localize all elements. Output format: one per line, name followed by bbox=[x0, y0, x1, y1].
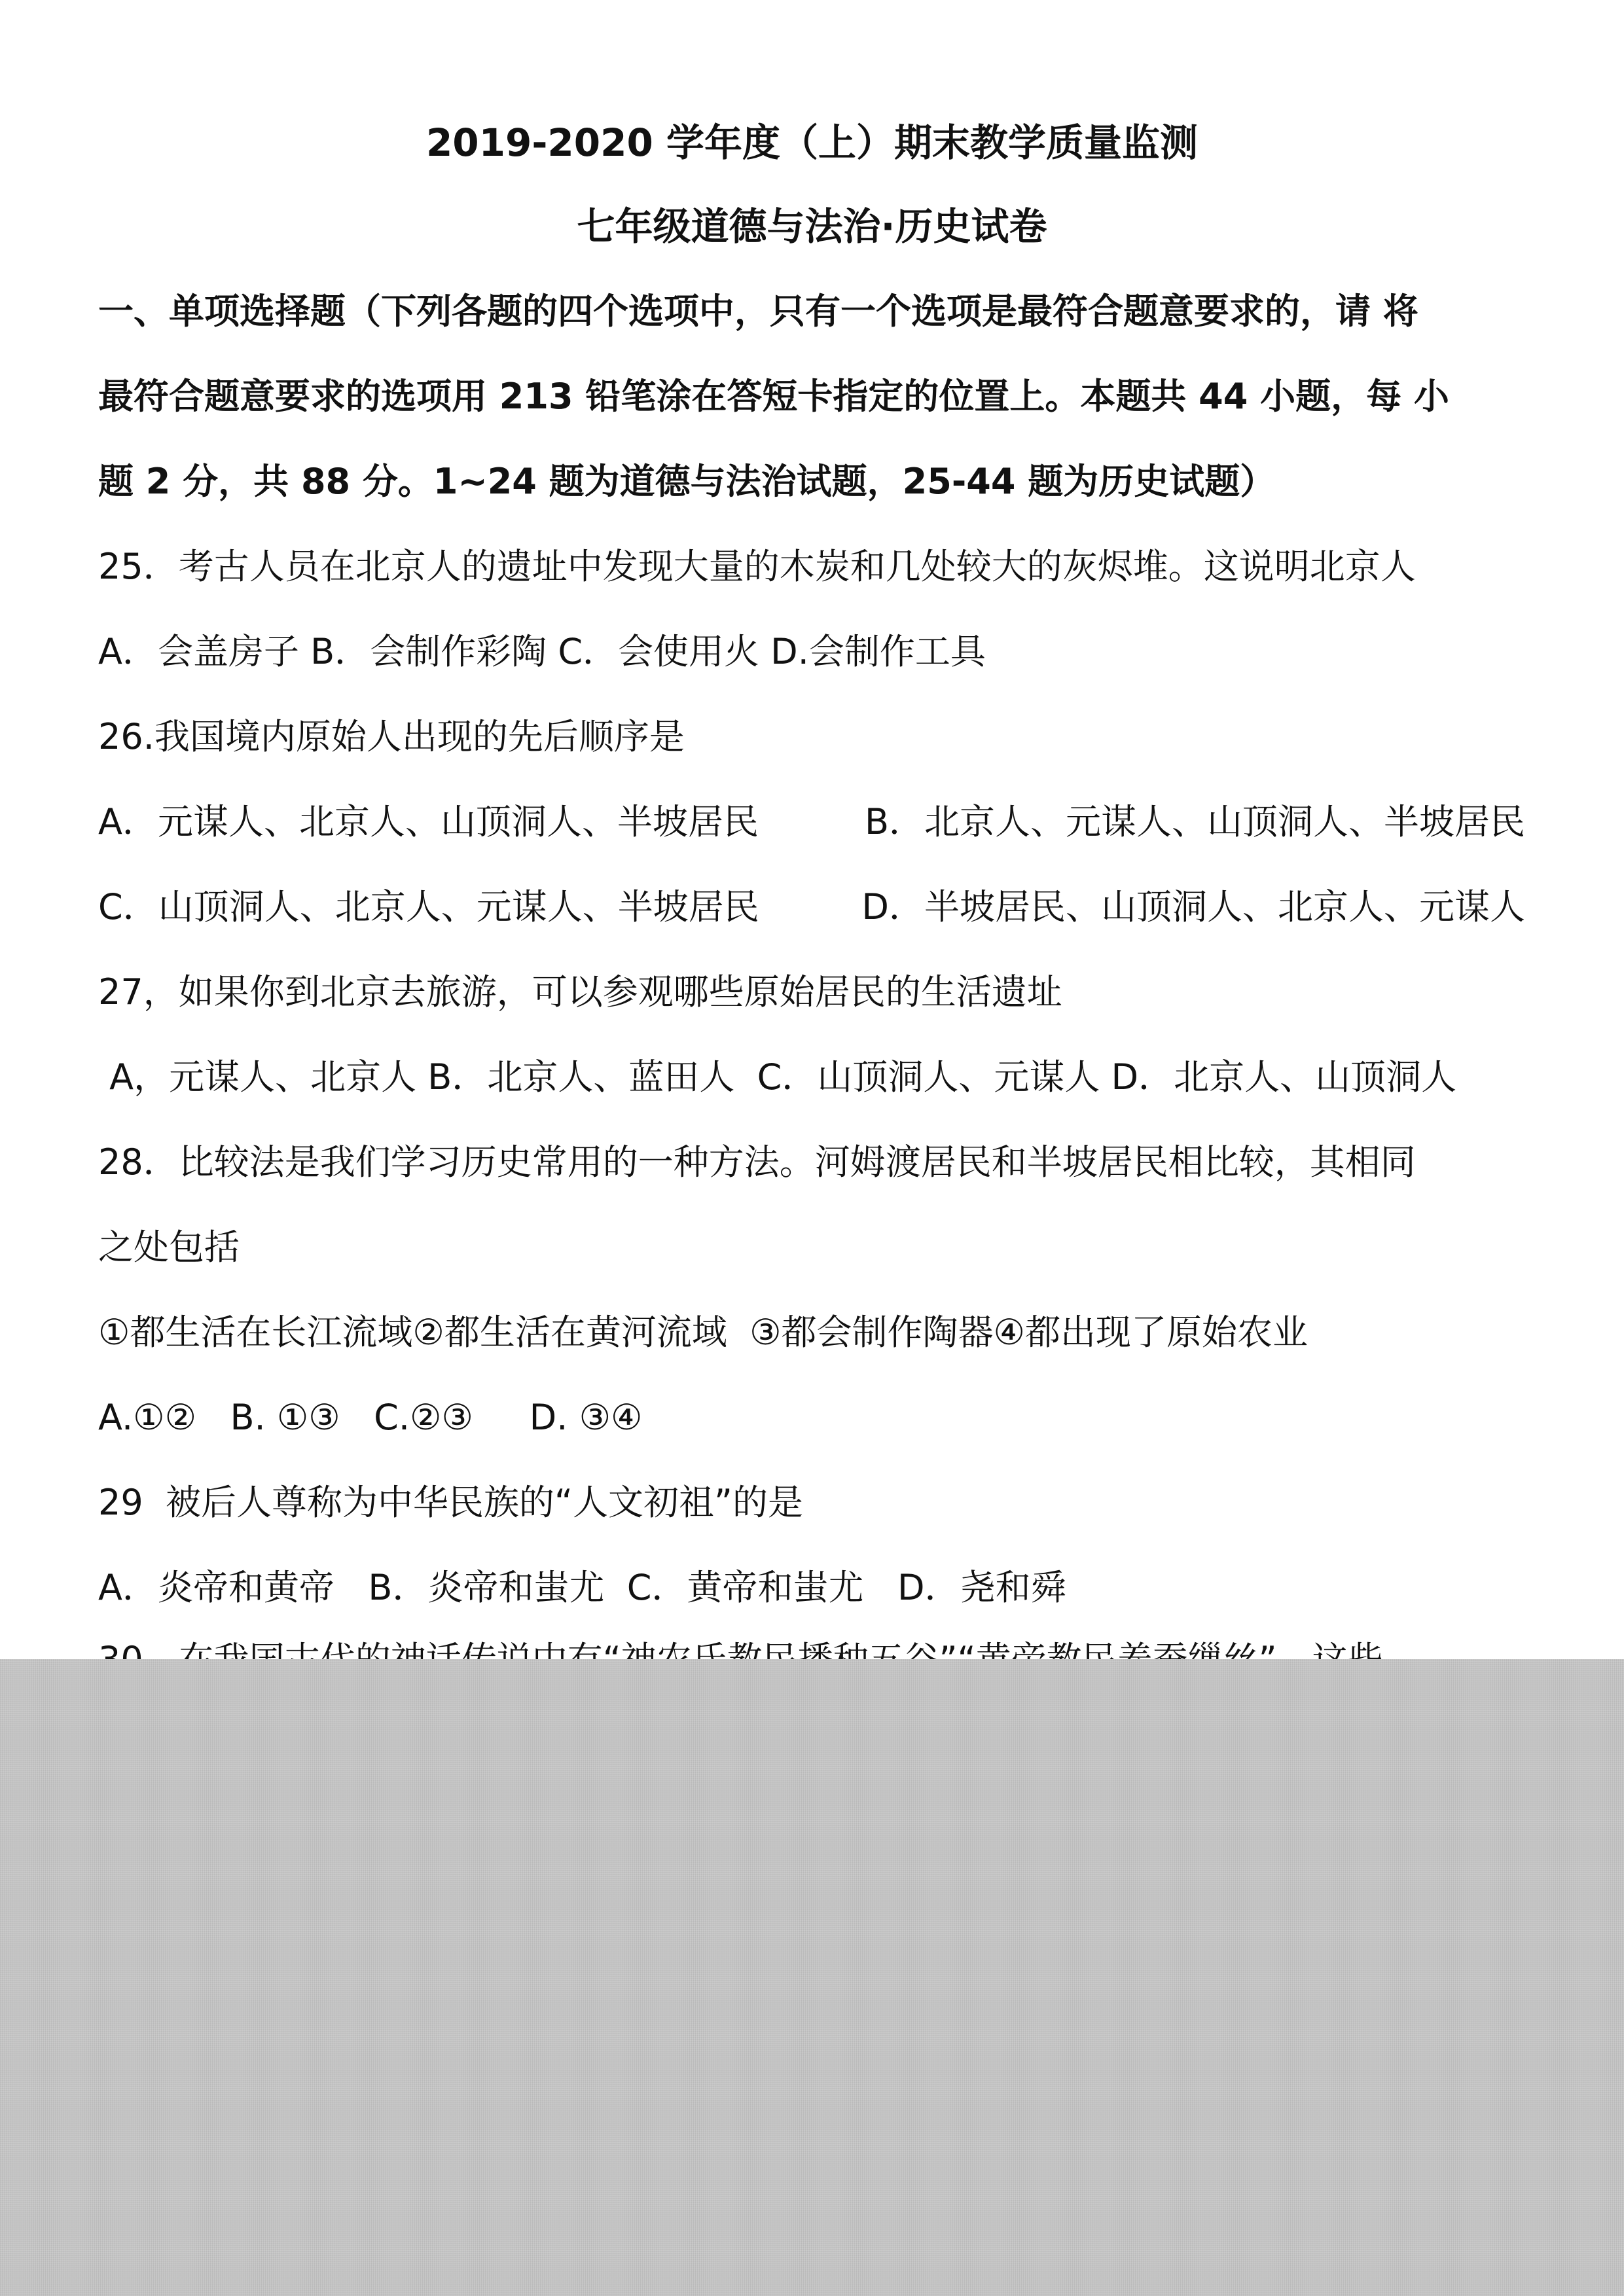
question-29-stem: 29 被后人尊称为中华民族的“人文初祖”的是 bbox=[98, 1482, 803, 1523]
question-26-option-a: A．元谋人、北京人、山顶洞人、半坡居民 bbox=[98, 801, 759, 842]
question-26-option-c: C．山顶洞人、北京人、元谋人、半坡居民 bbox=[98, 886, 759, 927]
question-26-option-b: B．北京人、元谋人、山顶洞人、半坡居民 bbox=[864, 801, 1525, 842]
obscured-page-area bbox=[0, 1659, 1624, 2296]
question-27-stem: 27，如果你到北京去旅游，可以参观哪些原始居民的生活遗址 bbox=[98, 971, 1062, 1013]
exam-title: 2019-2020 学年度（上）期末教学质量监测 bbox=[425, 120, 1199, 165]
question-28-statements: ①都生活在长江流域②都生活在黄河流域 ③都会制作陶器④都出现了原始农业 bbox=[98, 1312, 1308, 1353]
question-25-stem: 25．考古人员在北京人的遗址中发现大量的木炭和几处较大的灰烬堆。这说明北京人 bbox=[98, 546, 1416, 587]
instructions-line-2: 最符合题意要求的选项用 213 铅笔涂在答短卡指定的位置上。本题共 44 小题，每 小 bbox=[98, 376, 1449, 417]
question-26-options-row-2 bbox=[98, 882, 1525, 932]
question-29-options: A．炎帝和黄帝 B．炎帝和蚩尤 C．黄帝和蚩尤 D．尧和舜 bbox=[98, 1567, 1066, 1608]
question-28-stem-continued: 之处包括 bbox=[98, 1227, 240, 1268]
question-28-options: A.①② B. ①③ C.②③ D. ③④ bbox=[98, 1397, 643, 1438]
question-26-option-d: D．半坡居民、山顶洞人、北京人、元谋人 bbox=[861, 886, 1525, 927]
question-26-stem: 26.我国境内原始人出现的先后顺序是 bbox=[98, 716, 685, 757]
question-26-options-row-1 bbox=[98, 797, 1525, 847]
instructions-line-1: 一、单项选择题（下列各题的四个选项中，只有一个选项是最符合题意要求的，请 将 bbox=[98, 291, 1418, 332]
question-25-options: A．会盖房子 B．会制作彩陶 C．会使用火 D.会制作工具 bbox=[98, 631, 986, 672]
exam-subtitle: 七年级道德与法治·历史试卷 bbox=[577, 204, 1047, 249]
question-27-options: A，元谋人、北京人 B．北京人、蓝田人 C．山顶洞人、元谋人 D．北京人、山顶洞人 bbox=[98, 1056, 1457, 1098]
instructions-line-3: 题 2 分，共 88 分。1~24 题为道德与法治试题，25-44 题为历史试题） bbox=[98, 461, 1276, 502]
question-28-stem: 28．比较法是我们学习历史常用的一种方法。河姆渡居民和半坡居民相比较，其相同 bbox=[98, 1141, 1416, 1183]
